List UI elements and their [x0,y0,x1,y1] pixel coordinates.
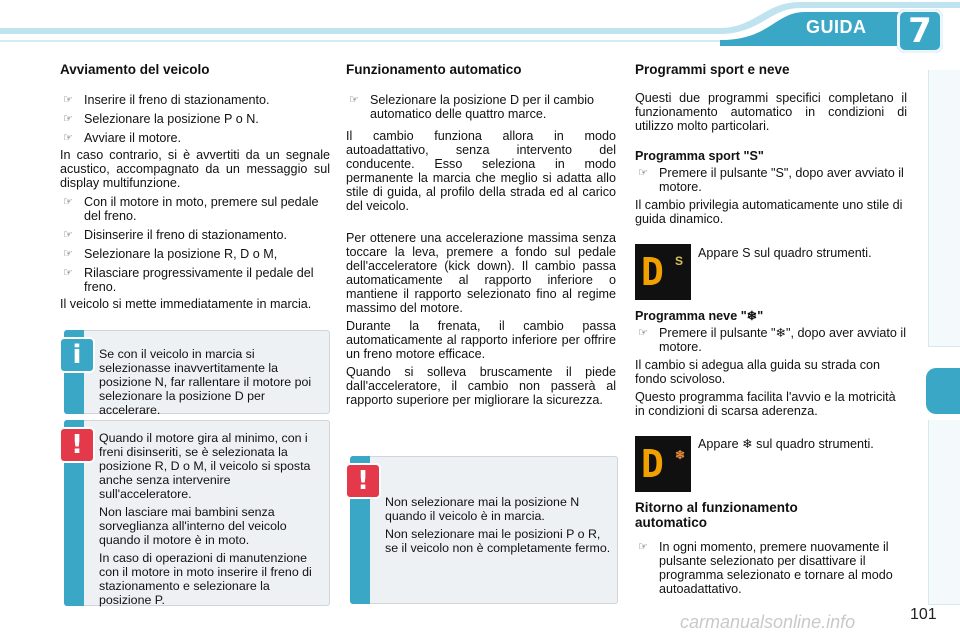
note-body [99,431,323,607]
list-item: ☞ Selezionare la posizione D per il cambio automatico delle quattro marce. [349,93,595,121]
column-programs [635,62,907,226]
list-item: ☞ In ogni momento, premere nuovamente il pulsante selezionato per disattivare il programma selezionato e tornare al modo autoadattativo. [638,540,893,596]
paragraph: Il cambio si adegua alla guida su strada con fondo scivoloso. [635,358,881,386]
list-item: ☞ Disinserire il freno di stazionamento. [63,228,287,242]
paragraph: Il veicolo si mette immediatamente in marcia. [60,297,312,311]
section-heading: Ritorno al funzionamento [635,500,798,515]
chapter-tab[interactable] [928,208,960,255]
chapter-badge [897,9,943,53]
hand-pointer-icon: ☞ [638,326,648,339]
paragraph: Per ottenere una accelerazione massima senza toccare la leva, premere a fondo sul pedale dell'acceleratore (kick down). Il cambio passa automaticamente al rapporto inferiore o mantiene il rapporto selezionato fino al regime massimo del motore. [346,231,616,315]
warning-icon: ! [59,427,95,463]
note-text: In caso di operazioni di manutenzione con il motore in moto inserire il freno di stazionamento e selezionare la posizione P. [99,551,312,607]
hand-pointer-icon: ☞ [638,540,648,553]
list-item: ☞ Rilasciare progressivamente il pedale del freno. [63,266,314,294]
display-caption: Appare S sul quadro strumenti. [698,246,872,260]
hand-pointer-icon: ☞ [63,131,73,144]
display-gear: D [641,250,664,294]
info-note [64,330,330,417]
section-heading: Programmi sport e neve [635,62,790,77]
chapter-tab[interactable] [928,70,960,117]
paragraph: Quando si solleva bruscamente il piede dall'acceleratore, il cambio non passerà al rapporto superiore per migliorare la sicurezza. [346,365,616,407]
list-item: ☞ Premere il pulsante "❄", dopo aver avviato il motore. [638,326,906,354]
list-item: ☞ Selezionare la posizione R, D o M, [63,247,278,261]
snow-program [635,309,907,418]
chapter-tab[interactable] [928,162,960,209]
section-heading: Funzionamento automatico [346,62,522,77]
paragraph: Questo programma facilita l'avvio e la motricità in condizioni di scarsa aderenza. [635,390,896,418]
list-item: ☞ Avviare il motore. [63,131,182,145]
paragraph: In caso contrario, si è avvertiti da un segnale acustico, accompagnato da un messaggio sul display multifunzione. [60,148,330,190]
page-number: 101 [910,606,937,623]
info-icon: i [59,337,95,373]
warning-icon: ! [345,463,381,499]
subheading: Programma neve "❄" [635,309,764,323]
paragraph: Durante la frenata, il cambio passa automaticamente al rapporto inferiore per offrire un freno motore efficace. [346,319,616,361]
note-text: Quando il motore gira al minimo, con i freni disinseriti, se è selezionata la posizione R, D o M, il veicolo si sposta anche senza intervenire sull'acceleratore. [99,431,311,501]
sport-display-image [635,244,691,300]
warning-note [350,456,618,604]
chapter-tab[interactable] [928,558,960,605]
section-heading: Avviamento del veicolo [60,62,210,77]
chapter-tab[interactable] [928,300,960,347]
chapter-tab[interactable] [928,420,960,467]
chapter-tab[interactable] [928,254,960,301]
hand-pointer-icon: ☞ [63,228,73,241]
hand-pointer-icon: ☞ [349,93,359,106]
chapter-tab[interactable] [928,512,960,559]
display-sport-symbol: S [675,254,684,268]
chapter-title: GUIDA [806,17,867,37]
chapter-number: 7 [908,11,932,51]
list-item: ☞ Con il motore in moto, premere sul pedale del freno. [63,195,319,223]
chapter-tab[interactable] [928,116,960,163]
hand-pointer-icon: ☞ [63,195,73,208]
display-gear: D [641,442,664,486]
note-text: Non selezionare mai le posizioni P o R, se il veicolo non è completamente fermo. [385,527,611,555]
paragraph: Il cambio privilegia automaticamente uno stile di guida dinamico. [635,198,903,226]
column-starting [60,62,330,311]
hand-pointer-icon: ☞ [63,266,73,279]
column-automatic [346,62,616,407]
hand-pointer-icon: ☞ [63,112,73,125]
warning-note [64,420,330,606]
snowflake-icon: ❄ [675,448,686,462]
chapter-tab-active[interactable] [926,368,960,414]
section-heading: automatico [635,515,708,530]
hand-pointer-icon: ☞ [63,247,73,260]
list-item: ☞ Selezionare la posizione P o N. [63,112,259,126]
display-caption: Appare ❄ sul quadro strumenti. [698,437,874,451]
note-body [385,495,611,555]
watermark: carmanualsonline.info [680,612,856,632]
note-text: Non selezionare mai la posizione N quando il veicolo è in marcia. [385,495,580,523]
list-item: ☞ Inserire il freno di stazionamento. [63,93,270,107]
paragraph: Questi due programmi specifici completano il funzionamento automatico in condizioni di utilizzo molto particolari. [635,91,907,133]
list-item: ☞ Premere il pulsante "S", dopo aver avviato il motore. [638,166,904,194]
subheading: Programma sport "S" [635,149,764,163]
return-automatic [635,500,907,596]
hand-pointer-icon: ☞ [63,93,73,106]
note-text: Non lasciare mai bambini senza sorveglianza all'interno del veicolo quando il motore è in moto. [99,505,287,547]
paragraph: Il cambio funziona allora in modo autoadattativo, senza intervento del conducente. Esso seleziona in modo permanente la marcia che meglio si adatta allo stile di guida, al profilo della strada ed al carico del veicolo. [346,129,616,213]
hand-pointer-icon: ☞ [638,166,648,179]
snow-display-image [635,436,691,492]
chapter-tab[interactable] [928,466,960,513]
note-text: Se con il veicolo in marcia si selezionasse inavvertitamente la posizione N, far rallentare il motore poi selezionare la posizione D per accelerare. [99,347,312,417]
